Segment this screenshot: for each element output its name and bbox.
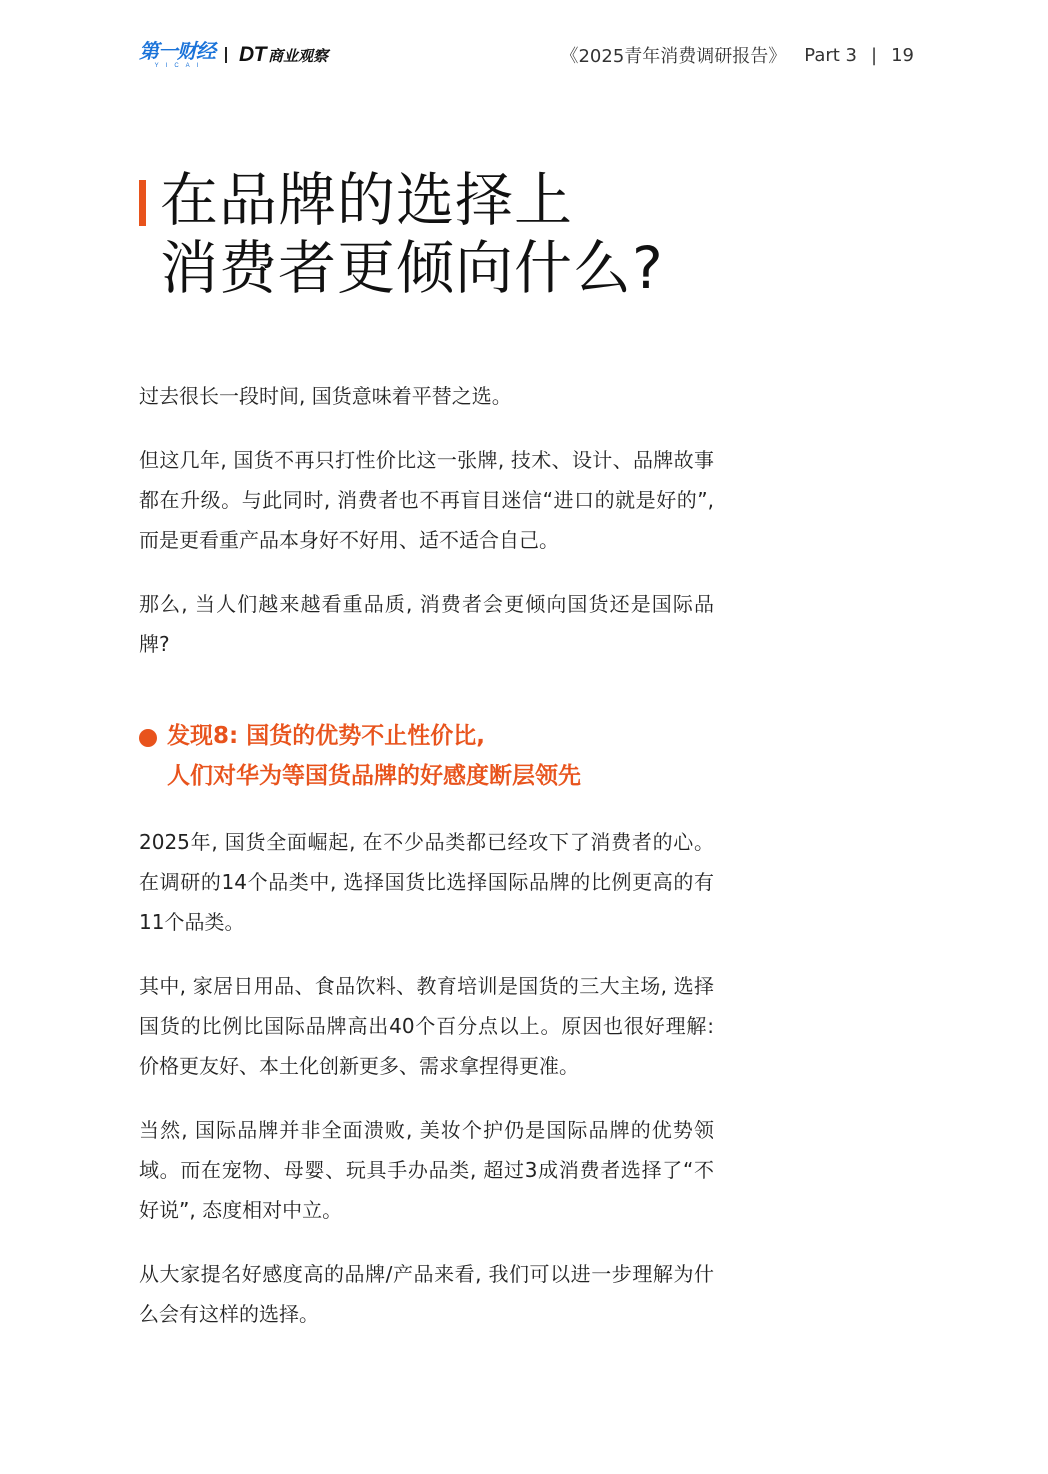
paragraph: 其中, 家居日用品、食品饮料、教育培训是国货的三大主场, 选择国货的比例比国际品牌高出40个百分点以上。原因也很好理解: 价格更友好、本土化创新更多、需求拿捏得更准。 [139,974,714,1078]
page-header [139,38,914,72]
bullet-dot-icon [139,729,157,747]
paragraph: 过去很长一段时间, 国货意味着平替之选。 [139,384,512,408]
page-title [160,166,664,302]
report-title: 《2025青年消费调研报告》 [560,46,787,67]
paragraph: 当然, 国际品牌并非全面溃败, 美妆个护仍是国际品牌的优势领域。而在宠物、母婴、玩具手办品类, 超过3成消费者选择了“不好说”, 态度相对中立。 [139,1118,714,1222]
logo-divider [225,47,227,63]
yicai-logo [139,41,215,69]
finding-line-1: 发现8: 国货的优势不止性价比, [167,723,485,749]
title-line-1: 在品牌的选择上 [160,166,574,234]
dt-logo-mark: DT [239,43,266,66]
finding-line-2: 人们对华为等国货品牌的好感度断层领先 [167,763,581,789]
title-accent-bar [139,180,146,226]
title-line-2: 消费者更倾向什么? [160,234,664,302]
part-label: Part 3 [804,44,858,66]
paragraph: 那么, 当人们越来越看重品质, 消费者会更倾向国货还是国际品牌? [139,592,714,656]
article-body [139,376,714,1358]
yicai-logo-subtext: YICAI [154,63,206,69]
page-number: 19 [891,44,914,66]
paragraph: 2025年, 国货全面崛起, 在不少品类都已经攻下了消费者的心。在调研的14个品类中, 选择国货比选择国际品牌的比例更高的有11个品类。 [139,830,714,934]
paragraph: 从大家提名好感度高的品牌/产品来看, 我们可以进一步理解为什么会有这样的选择。 [139,1262,714,1326]
yicai-logo-text: 第一财经 [139,39,215,63]
running-header [560,42,914,68]
header-separator: | [871,44,878,66]
paragraph: 但这几年, 国货不再只打性价比这一张牌, 技术、设计、品牌故事都在升级。与此同时, 消费者也不再盲目迷信“进口的就是好的”, 而是更看重产品本身好不好用、适不适合自己。 [139,448,714,552]
dt-logo [239,43,328,67]
finding-heading [139,716,714,796]
logo-group [139,41,328,69]
dt-logo-text: 商业观察 [268,47,329,65]
